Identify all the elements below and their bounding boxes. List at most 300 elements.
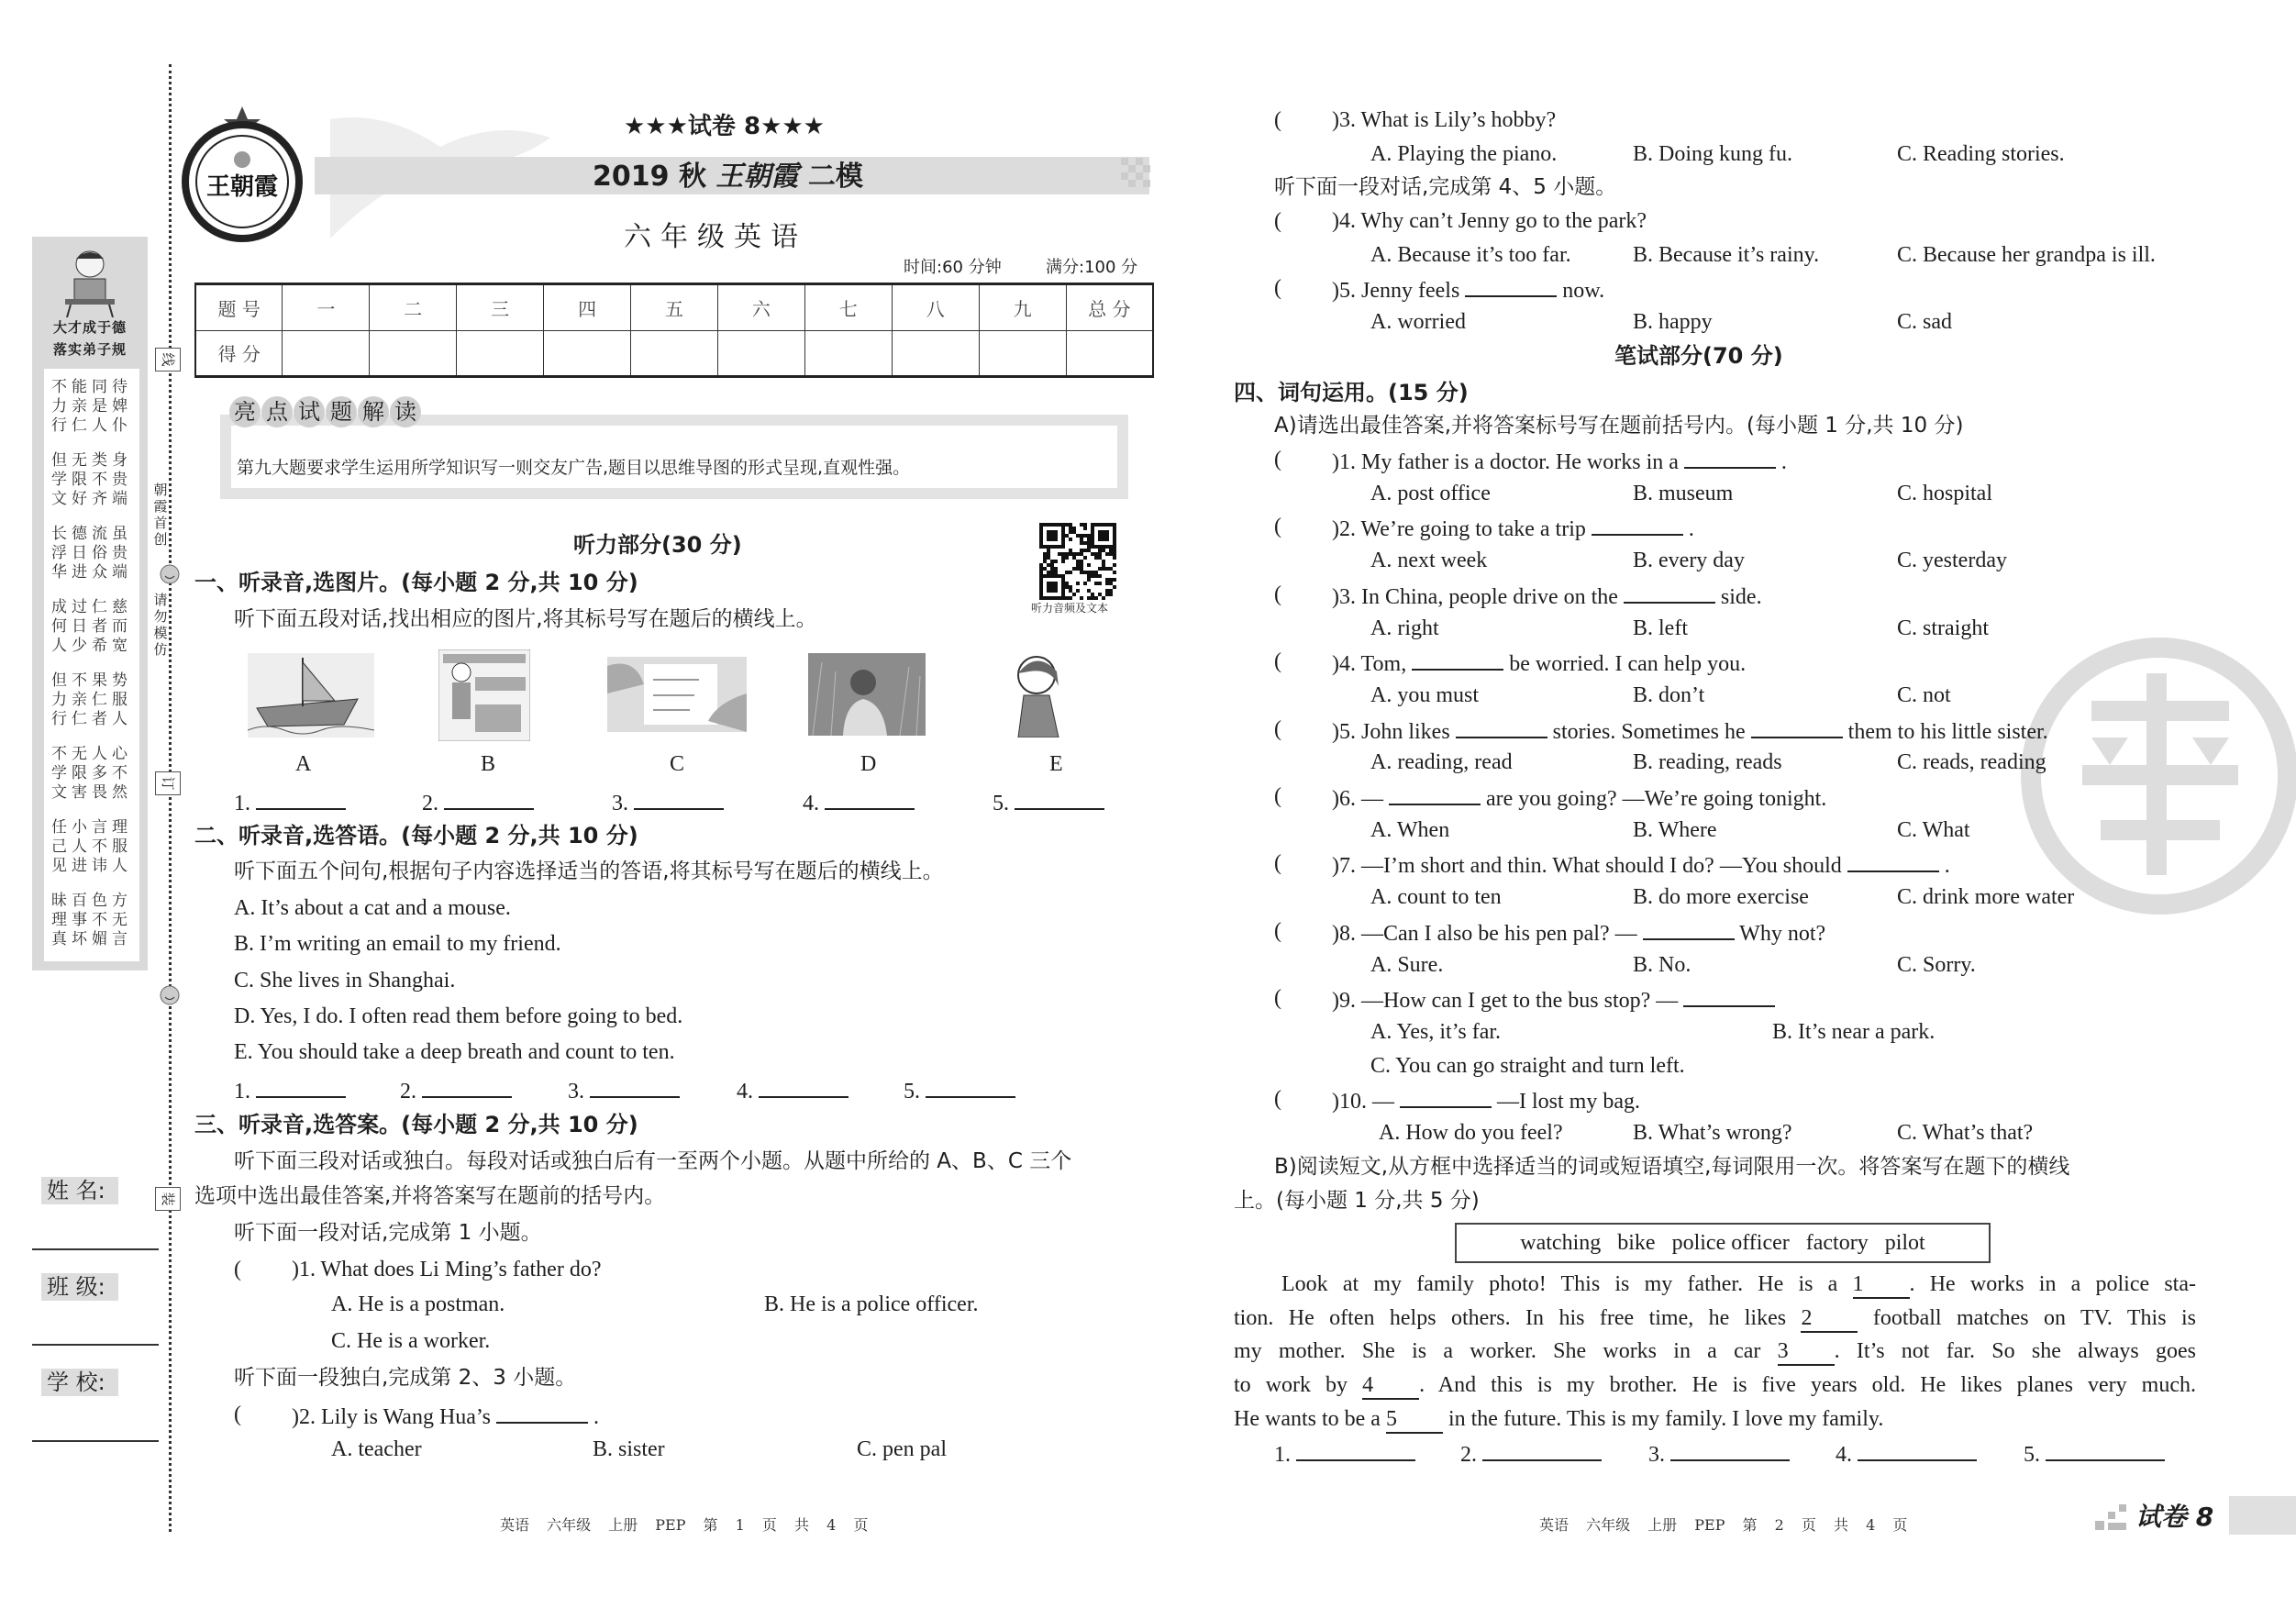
question-stem-end: —I lost my bag. [1497,1090,1640,1115]
verse-line: 华进众端 [51,563,132,582]
answer-option-b: B. Doing kung fu. [1633,142,1792,166]
passage-blank: 4 [1362,1372,1419,1400]
blank-number: 2. [422,792,438,815]
section-4-part-b: B)阅读短文,从方框中选择适当的词或短语填空,每词限用一次。将答案写在题下的横线 [1274,1155,2070,1179]
highlight-title-char: 读 [390,396,421,427]
answer-option-c: C. pen pal [857,1437,947,1461]
score-header-cell: 八 [892,284,979,331]
answer-bracket[interactable]: ( [234,1403,241,1426]
checker-decoration [1121,158,1152,194]
passage-blank: 2 [1801,1305,1858,1333]
verse-line: 行仁人仆 [51,416,132,435]
passage-text: Look at my family photo! This is my father. He is a [1281,1272,1853,1296]
answer-option-b: B. every day [1633,549,1745,573]
answer-option-c: C. sad [1897,310,1952,334]
fill-blank [1751,716,1843,738]
answer-option-c: C. What’s that? [1897,1121,2034,1145]
blank-number: 4. [1836,1443,1852,1467]
verse-line: 但无类身 [51,451,132,470]
paper-badge: 试卷 8 [2135,1502,2214,1532]
question-stem: )4. Why can’t Jenny go to the park? [1332,209,1647,233]
answer-blank[interactable] [825,788,915,810]
smiley-icon [158,563,182,585]
section-3-instruction-cont: 选项中选出最佳答案,并将答案写在题前的括号内。 [194,1184,666,1208]
word-bank-item: bike [1617,1231,1656,1255]
answer-option-b: B. He is a police officer. [764,1292,979,1316]
passage-text: tion. He often helps others. In his free time, he likes [1234,1305,1802,1330]
score-header-cell: 一 [283,284,370,331]
verse-panel [44,369,139,961]
answer-option-b: B. No. [1633,952,1691,977]
question-stem: )1. My father is a doctor. He works in a [1332,450,1679,474]
score-input-cell[interactable] [631,330,718,377]
question-text [1332,783,1826,812]
answer-blank-item [234,788,346,816]
blank-number: 5. [904,1080,920,1103]
score-header-cell: 七 [804,284,892,331]
worried-girl-image [1011,649,1066,738]
section-1-heading: 一、听录音,选图片。(每小题 2 分,共 10 分) [194,570,638,595]
score-header-cell: 六 [717,284,804,331]
logo-text: 王朝霞 [205,173,279,201]
word-bank-item: factory [1805,1231,1869,1255]
highlight-title-char: 试 [294,396,325,427]
answer-option-a: A. Because it’s too far. [1370,243,1571,267]
answer-blank-item [234,1076,346,1104]
exam-suffix: 二模 [807,161,863,193]
answer-option-b: B. Where [1633,817,1717,842]
answer-blank[interactable] [1482,1439,1602,1461]
section-4-part-b-cont: 上。(每小题 1 分,共 5 分) [1234,1189,1480,1213]
answer-option-c: C. reads, reading [1897,750,2046,775]
section-1-instruction: 听下面五段对话,找出相应的图片,将其标号写在题后的横线上。 [234,607,817,631]
response-option: D. Yes, I do. I often read them before going to bed. [234,1004,683,1028]
verse-line: 何日者而 [51,617,132,636]
verse-line: 浮日俗贵 [51,544,132,562]
answer-bracket[interactable]: ( [1274,448,1281,471]
question-text [1332,582,1762,610]
score-header-cell: 题 号 [195,284,283,331]
question-stem-end: side. [1720,584,1762,609]
answer-blank[interactable] [1296,1439,1415,1461]
writing-title: 笔试部分(70 分) [1614,343,1783,369]
answer-blank-item [993,788,1104,816]
margin-note-nocopy [150,592,171,658]
section-3-intro-2: 听下面一段独白,完成第 2、3 小题。 [234,1366,577,1390]
answer-option-b: B. Because it’s rainy. [1633,243,1820,267]
question-stem: )9. —How can I get to the bus stop? — [1332,989,1679,1014]
question-text [1332,447,1787,475]
verse-line: 学限多不 [51,764,132,782]
passage-text: football matches on TV. This is [1858,1305,2196,1330]
verse-line: 不能同待 [51,378,132,396]
answer-blank-item [1274,1439,1415,1468]
answer-option-b: B. museum [1633,481,1734,505]
answer-bracket[interactable]: ( [1274,276,1281,300]
badge-tab [2229,1496,2296,1535]
highlight-title-char: 点 [261,396,293,427]
score-table [194,283,1154,378]
answer-option-c: C. Reading stories. [1897,142,2065,166]
score-header-cell: 三 [457,284,544,331]
verse-line: 理事不无 [51,911,132,929]
footer-page-1: 英语 六年级 上册 PEP 第 1 页 共 4 页 [500,1516,869,1534]
listening-title: 听力部分(30 分) [573,532,742,558]
answer-blank[interactable] [256,1076,346,1098]
farmer-field-image [808,653,926,736]
section-2-instruction: 听下面五个问句,根据句子内容选择适当的答语,将其标号写在题后的横线上。 [234,859,944,883]
question-text [1332,275,1604,304]
section-4-heading: 四、词句运用。(15 分) [1234,380,1469,405]
score-table-header-row [195,284,1153,331]
answer-bracket[interactable]: ( [1274,784,1281,808]
passage-text: . And this is my brother. He is five years old. He likes planes very much. [1419,1373,2196,1398]
margin-note-original-text: 朝霞首创 [153,482,168,548]
section-3-heading: 三、听录音,选答案。(每小题 2 分,共 10 分) [194,1112,638,1137]
score-input-cell[interactable] [457,330,544,377]
ship-image [248,653,374,738]
answer-option-a: A. right [1370,616,1439,640]
fill-blank [1400,1086,1492,1108]
shop-girl-image [438,649,530,741]
blank-number: 3. [568,1080,584,1103]
verse-line: 真坏媚言 [51,930,132,948]
answer-blank-item [1648,1439,1790,1468]
passage-line [1281,1271,2196,1299]
score-input-cell[interactable] [1066,330,1153,377]
answer-blank[interactable] [590,1076,680,1098]
blank-number: 2. [400,1080,416,1103]
answer-option-a: A. Playing the piano. [1370,142,1558,166]
answer-blank[interactable] [444,788,534,810]
answer-option-c: C. Because her grandpa is ill. [1897,243,2156,267]
answer-bracket[interactable]: ( [1274,1087,1281,1112]
answer-blank[interactable] [2046,1439,2165,1461]
answer-option-b: B. left [1633,616,1688,640]
verse-line: 但不果势 [51,671,132,690]
section-4-part-a: A)请选出最佳答案,并将答案标号写在题前括号内。(每小题 1 分,共 10 分) [1274,414,1964,438]
passage-text: . It’s not far. So she always goes [1834,1339,2196,1364]
passage-text: my mother. She is a worker. She works in a car [1234,1339,1778,1364]
blank-number: 3. [612,792,628,815]
highlight-title-char: 题 [326,396,357,427]
answer-blank-item [737,1076,849,1104]
answer-option-b: B. It’s near a park. [1772,1019,1936,1044]
subject-title: 六年级英语 [624,221,807,253]
fill-blank [1683,985,1775,1007]
question-text [1332,208,1647,234]
blank-number: 3. [1648,1443,1665,1467]
question-stem: )4. Tom, [1332,652,1407,677]
answer-option-c: C. yesterday [1897,549,2007,573]
question-text [1332,514,1694,542]
blank-number: 1. [234,1080,250,1103]
answer-option-c: C. What [1897,817,1970,842]
answer-option-a: A. Yes, it’s far. [1370,1019,1502,1044]
answer-option-c: C. straight [1897,616,1989,640]
question-stem: )5. John likes [1332,719,1450,744]
answer-blank-item [568,1076,680,1104]
answer-option-a: A. teacher [331,1437,422,1461]
score-header-cell: 总 分 [1066,284,1153,331]
question-stem: )10. — [1332,1090,1394,1115]
answer-blank[interactable] [1015,788,1104,810]
question-stem-end: them to his little sister. [1847,719,2048,744]
motto-rules: 落实弟子规 [52,341,127,358]
exam-brand: 王朝霞 [715,161,799,193]
badge-decoration [2095,1504,2132,1532]
answer-option-b: B. reading, reads [1633,750,1782,775]
question-stem-end: be worried. I can help you. [1509,652,1747,677]
score-header-cell: 二 [370,284,457,331]
score-header-cell: 五 [631,284,718,331]
answer-bracket[interactable]: ( [1274,851,1281,876]
image-label-d: D [860,752,877,776]
footer-page-2: 英语 六年级 上册 PEP 第 2 页 共 4 页 [1539,1516,1908,1534]
verse-line: 任小言理 [51,818,132,837]
watermark-seal [2018,637,2296,921]
verse-line: 文好齐端 [51,490,132,508]
answer-option-a: A. Sure. [1370,952,1444,977]
answer-option-a: A. next week [1370,549,1488,573]
question-text [1332,985,1775,1014]
question-text [1332,107,1556,133]
score-row-label: 得 分 [195,330,283,377]
exam-year: 2019 秋 [593,161,706,193]
blank-number: 2. [1460,1443,1477,1467]
highlight-title-char: 亮 [229,396,261,427]
verse-line: 文害畏然 [51,783,132,802]
answer-blank[interactable] [634,788,724,810]
binding-dotted-line [169,64,172,1532]
answer-blank-item [803,788,915,816]
answer-blank-item [612,788,724,816]
answer-blank-item [1836,1439,1977,1468]
question-text [1332,1086,1640,1115]
answer-option-a: A. He is a postman. [331,1292,505,1316]
answer-option-c: C. You can go straight and turn left. [1370,1053,1685,1078]
question-text [1332,918,1825,947]
blank-number: 4. [737,1080,753,1103]
answer-blank[interactable] [1858,1439,1977,1461]
exam-title [593,161,863,193]
fill-blank [1389,783,1481,805]
answer-bracket[interactable]: ( [1274,918,1281,943]
answer-blank[interactable] [926,1076,1015,1098]
score-table-score-row [195,330,1153,377]
question-text [1332,649,1746,677]
answer-blank[interactable] [256,788,346,810]
question-stem-end: . [1688,517,1694,542]
question-stem-end: . [1780,450,1787,474]
passage-blank: 3 [1778,1338,1835,1366]
binding-marker-line: 线 [155,348,181,372]
passage-line [1234,1338,2196,1366]
question-stem: )8. —Can I also be his pen pal? — [1332,921,1637,946]
question-stem-end: are you going? —We’re going tonight. [1486,787,1827,811]
question-stem-end: now. [1562,279,1605,303]
blank-number: 4. [803,792,819,815]
answer-option-a: A. you must [1370,682,1480,707]
question-stem: )2. We’re going to take a trip [1332,517,1586,542]
answer-option-a: A. reading, read [1370,750,1513,775]
image-label-e: E [1049,752,1063,776]
score-input-cell[interactable] [544,330,631,377]
passage-line [1234,1372,2196,1400]
answer-bracket[interactable]: ( [1274,209,1281,233]
paper-label: ★★★试卷 8★★★ [624,113,825,140]
score-input-cell[interactable] [804,330,892,377]
answer-option-c: C. Sorry. [1897,952,1976,977]
answer-bracket[interactable]: ( [1274,515,1281,539]
fill-blank [496,1402,588,1424]
score-input-cell[interactable] [979,330,1066,377]
blank-number: 1. [1274,1443,1291,1467]
question-stem-end: Why not? [1739,921,1826,946]
margin-note-nocopy-text: 请勿模仿 [153,592,168,658]
image-label-b: B [481,752,496,776]
section-3-intro-3: 听下面一段对话,完成第 4、5 小题。 [1274,175,1617,199]
cartoon-scholar-icon [60,244,120,317]
verse-line: 学限不贵 [51,471,132,489]
passage-text: . He works in a police sta- [1909,1272,2196,1296]
response-option: E. You should take a deep breath and count to ten. [234,1040,675,1065]
question-text [292,1402,599,1430]
question-stem: )5. Jenny feels [1332,279,1460,303]
highlight-title-char: 解 [358,396,389,427]
answer-option-b: B. happy [1633,310,1713,334]
answer-option-a: A. When [1370,817,1450,842]
score-input-cell[interactable] [892,330,979,377]
question-stem-mid: stories. Sometimes he [1552,719,1746,744]
answer-option-a: A. How do you feel? [1379,1121,1563,1145]
answer-bracket[interactable]: ( [1274,649,1281,674]
binding-marker-staple: 订 [155,771,181,795]
blank-number: 5. [993,792,1009,815]
answer-blank-item [1460,1439,1602,1468]
answer-option-a: A. post office [1370,481,1491,505]
score-input-cell[interactable] [283,330,370,377]
answer-option-c: C. drink more water [1897,885,2075,910]
passage-line [1234,1406,2196,1434]
question-stem-end: . [1944,854,1950,879]
section-3-intro-1: 听下面一段对话,完成第 1 小题。 [234,1221,542,1245]
exam-time: 时间:60 分钟 [904,258,1002,277]
word-bank-box [1455,1223,1991,1263]
question-stem: )6. — [1332,787,1383,811]
section-3-instruction: 听下面三段对话或独白。每段对话或独白后有一至两个小题。从题中所给的 A、B、C 三个 [234,1149,1072,1173]
answer-blank-item [2024,1439,2165,1468]
score-header-cell: 四 [544,284,631,331]
highlight-title [229,396,422,427]
hands-writing-image [607,657,747,732]
answer-bracket[interactable]: ( [1274,582,1281,606]
answer-option-b: B. do more exercise [1633,885,1809,910]
exam-full-score: 满分:100 分 [1046,258,1138,277]
word-bank-item: watching [1520,1231,1602,1255]
blank-number: 5. [2024,1443,2040,1467]
question-stem: )1. What does Li Ming’s father do? [292,1258,602,1281]
name-label: 姓 名: [41,1177,118,1204]
answer-option-c: C. hospital [1897,481,1993,505]
response-option: A. It’s about a cat and a mouse. [234,896,511,920]
question-stem: )7. —I’m short and thin. What should I do? —You should [1332,854,1842,879]
answer-bracket[interactable]: ( [1274,716,1281,741]
verse-line: 力亲是婢 [51,397,132,416]
qr-code[interactable] [1039,523,1120,600]
school-label: 学 校: [41,1369,118,1396]
school-field[interactable] [32,1440,159,1442]
verse-line: 己人不服 [51,837,132,856]
fill-blank [1847,850,1939,872]
answer-option-a: A. worried [1370,310,1466,334]
answer-blank[interactable] [1670,1439,1790,1461]
passage-text: He wants to be a [1234,1406,1386,1431]
answer-blank-item [422,788,534,816]
score-input-cell[interactable] [370,330,457,377]
answer-bracket[interactable]: ( [1274,986,1281,1011]
word-bank-item: police officer [1671,1231,1790,1255]
answer-bracket[interactable]: ( [234,1258,241,1281]
answer-blank-item [400,1076,512,1104]
verse-line: 长德流虽 [51,525,132,543]
answer-option-b: B. What’s wrong? [1633,1121,1792,1145]
question-text [1332,850,1950,879]
verse-line: 昧百色方 [51,892,132,910]
highlight-text: 第九大题要求学生运用所学知识写一则交友广告,题目以思维导图的形式呈现,直观性强。 [237,458,911,478]
fill-blank [1456,716,1547,738]
image-label-a: A [295,752,312,776]
image-label-c: C [670,752,685,776]
question-text [1332,716,2048,745]
binding-marker-bind: 装 [155,1187,181,1211]
fill-blank [1412,649,1503,671]
verse-line: 成过仁慈 [51,598,132,616]
question-stem: )3. What is Lily’s hobby? [1332,108,1557,132]
passage-blank: 5 [1386,1406,1443,1434]
passage-text: to work by [1234,1373,1363,1398]
section-2-heading: 二、听录音,选答语。(每小题 2 分,共 10 分) [194,823,638,848]
answer-option-b: B. don’t [1633,682,1705,707]
score-header-cell: 九 [979,284,1066,331]
class-label: 班 级: [41,1273,118,1301]
question-stem: )3. In China, people drive on the [1332,584,1618,609]
qr-caption: 听力音频及文本 [1031,602,1109,615]
score-input-cell[interactable] [717,330,804,377]
fill-blank [1465,275,1557,297]
class-field[interactable] [32,1344,159,1346]
word-bank-item: pilot [1884,1231,1925,1255]
passage-text: in the future. This is my family. I love my family. [1442,1406,1884,1431]
answer-option-b: B. sister [593,1437,665,1461]
sidebar-disciple-rules [32,237,148,970]
answer-blank[interactable] [759,1076,849,1098]
passage-blank: 1 [1853,1271,1910,1299]
fill-blank [1643,918,1735,940]
name-field[interactable] [32,1248,159,1250]
question-stem: )2. Lily is Wang Hua’s [292,1405,491,1429]
answer-blank[interactable] [422,1076,512,1098]
fill-blank [1624,582,1715,604]
answer-bracket[interactable]: ( [1274,108,1281,132]
response-option: C. She lives in Shanghai. [234,968,456,993]
verse-line: 不无人心 [51,745,132,763]
margin-note-original [150,482,171,548]
answer-option-c: C. not [1897,682,1951,707]
verse-line: 力亲仁服 [51,691,132,709]
question-stem-end: . [593,1405,599,1429]
answer-option-c: C. He is a worker. [331,1329,491,1353]
